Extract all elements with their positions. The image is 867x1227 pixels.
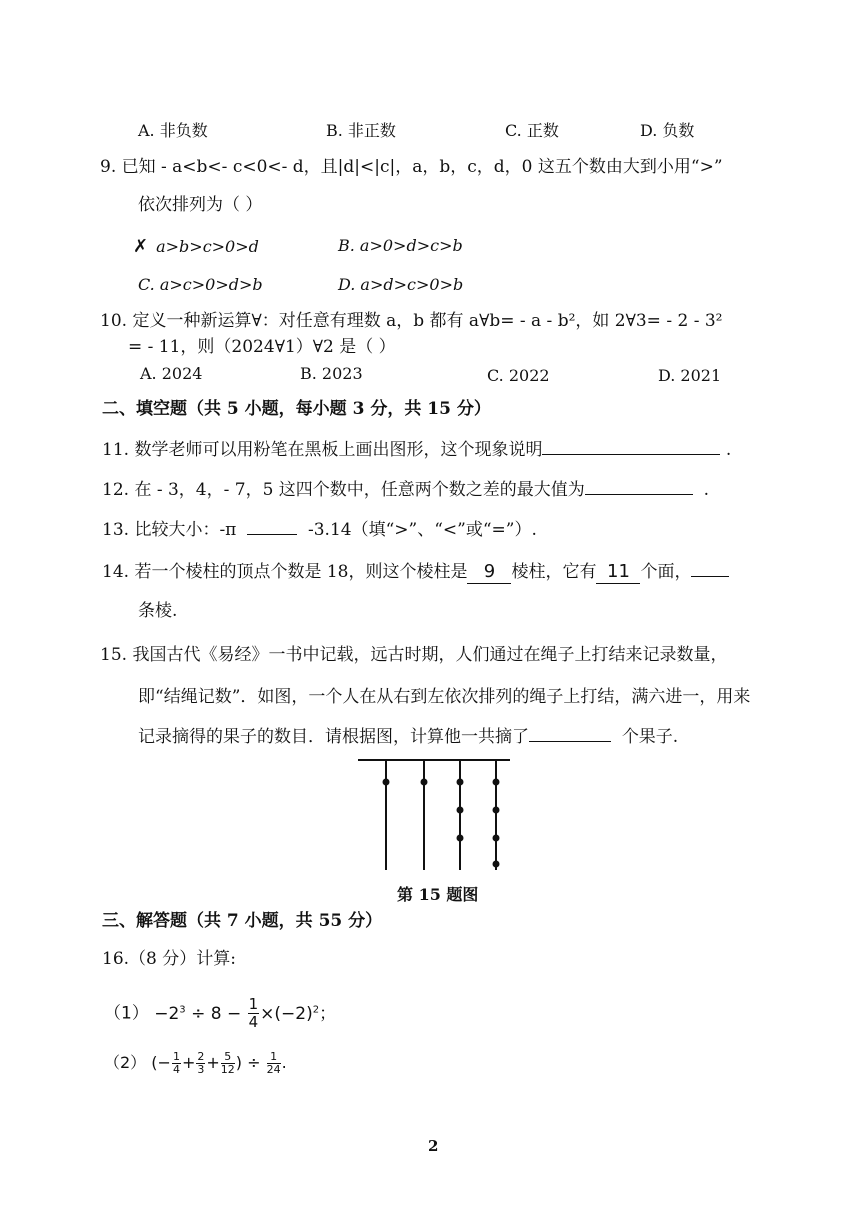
q15-line2: 即“结绳记数”．如图，一个人在从右到左依次排列的绳子上打结，满六进一，用来 [138, 687, 751, 707]
q9-option-a-text: a>b>c>0>d [156, 237, 259, 256]
q10-stem-cont: = - 11，则（2024∀1）∀2 是（ ） [128, 337, 396, 357]
q13-post: -3.14（填“>”、“<”或“=”）. [307, 520, 537, 540]
knot [493, 861, 500, 868]
q12 [102, 478, 709, 501]
q9-option-b: B. a>0>d>c>b [338, 236, 463, 255]
q15-line3-post: 个果子. [621, 727, 679, 747]
q11-answer-blank[interactable] [542, 438, 720, 455]
q14-mid1: 棱柱，它有 [511, 562, 597, 582]
q16-part2-expr: (− $\frac{1}{4}$ + $\frac{2}{3}$ + $\frac{5}{12}$ ) ÷ $\frac{1}{24}$ . [151, 1050, 287, 1076]
q10-option-c: C. 2022 [487, 366, 550, 385]
q11-text: 11. 数学老师可以用粉笔在黑板上画出图形，这个现象说明 [102, 440, 543, 460]
q14-pre: 14. 若一个棱柱的顶点个数是 18，则这个棱柱是 [102, 562, 468, 582]
q14-handwritten-answer-1: 9 [483, 561, 496, 582]
q13 [102, 518, 537, 541]
knot-rope-figure [350, 752, 520, 874]
q16-part1 [104, 990, 336, 1034]
q14-mid2: 个面， [640, 562, 692, 582]
knot [493, 779, 500, 786]
q15-line1: 15. 我国古代《易经》一书中记载，远古时期，人们通过在绳子上打结来记录数量， [100, 645, 728, 665]
q8-option-c: C. 正数 [505, 121, 559, 140]
q13-pre: 13. 比较大小：-π [102, 520, 237, 540]
q14-cont: 条棱. [138, 601, 178, 621]
knot [457, 779, 464, 786]
q16-part1-label: （1） [104, 1003, 149, 1024]
handwritten-check-mark: ✗ [133, 236, 149, 257]
page-number: 2 [428, 1137, 439, 1155]
q14-answer-blank-1[interactable] [467, 561, 511, 584]
q13-answer-blank[interactable] [247, 518, 297, 535]
q10-option-a: A. 2024 [140, 364, 203, 383]
q15-answer-blank[interactable] [529, 725, 611, 742]
knot [457, 835, 464, 842]
q11-end: . [725, 440, 732, 460]
q9-stem-cont: 依次排列为（ ） [138, 195, 263, 215]
q11 [102, 438, 731, 461]
q8-option-b: B. 非正数 [326, 121, 396, 140]
q9-stem: 9. 已知 - a<b<- c<0<- d，且|d|<|c|，a，b，c，d，0 这五个数由大到小用“>” [100, 157, 723, 177]
q14-handwritten-answer-2: 11 [607, 561, 630, 582]
section-3-heading: 三、解答题（共 7 小题，共 55 分） [102, 911, 383, 931]
q14 [102, 560, 729, 584]
q10-option-b: B. 2023 [300, 364, 363, 383]
q15-line3 [138, 725, 678, 748]
q12-text: 12. 在 - 3，4，- 7，5 这四个数中，任意两个数之差的最大值为 [102, 480, 585, 500]
q16-title: 16.（8 分）计算: [102, 949, 236, 969]
knot [421, 779, 428, 786]
q10-stem: 10. 定义一种新运算∀：对任意有理数 a，b 都有 a∀b= - a - b²，如 2∀3= - 2 - 3² [100, 311, 723, 331]
q9-option-a [133, 236, 259, 257]
q8-option-d: D. 负数 [640, 121, 695, 140]
knot [383, 779, 390, 786]
q12-answer-blank[interactable] [585, 478, 693, 495]
q16-part1-expr: $-2^3 \div 8$ − $\frac{1}{4}$ $\times(-2)^2$； [154, 995, 337, 1032]
section-2-heading: 二、填空题（共 5 小题，每小题 3 分，共 15 分） [102, 399, 491, 419]
q10-option-d: D. 2021 [658, 366, 722, 385]
q8-option-a: A. 非负数 [138, 121, 208, 140]
q9-option-d: D. a>d>c>0>b [338, 275, 464, 294]
q9-option-c: C. a>c>0>d>b [138, 275, 263, 294]
knot [457, 807, 464, 814]
q14-answer-blank-2[interactable] [596, 561, 640, 584]
knot [493, 807, 500, 814]
q14-answer-blank-3[interactable] [691, 560, 729, 577]
q15-line3-pre: 记录摘得的果子的数目．请根据图，计算他一共摘了 [138, 727, 529, 747]
knot [493, 835, 500, 842]
figure-caption: 第 15 题图 [397, 885, 479, 904]
q16-part2 [104, 1046, 287, 1080]
q12-end: . [703, 480, 710, 500]
q16-part2-label: （2） [104, 1053, 147, 1072]
